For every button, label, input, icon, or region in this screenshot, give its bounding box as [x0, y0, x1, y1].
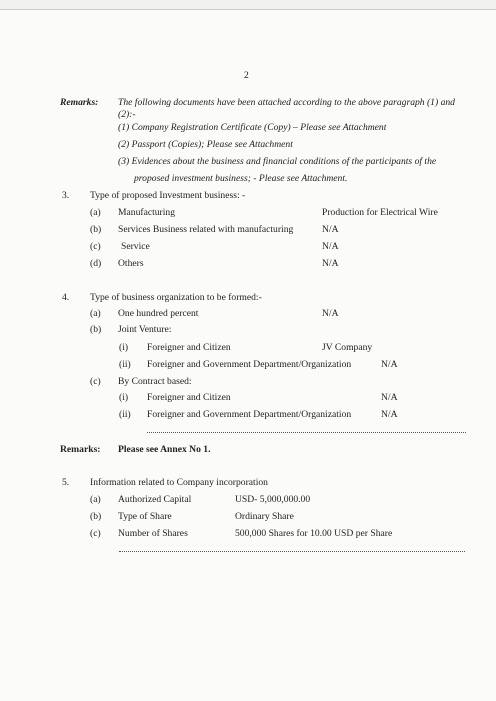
- section-5-dotted-line: [119, 551, 465, 552]
- section-5-row-a-letter: (a): [90, 494, 101, 505]
- remarks-text-line1: The following documents have been attached according to the above paragraph (1) and: [118, 97, 455, 108]
- section-5-row-a-label: Authorized Capital: [118, 494, 192, 505]
- remarks-item-1: (1) Company Registration Certificate (Copy) – Please see Attachment: [118, 122, 387, 133]
- section-3-title: Type of proposed Investment business: -: [90, 190, 246, 201]
- section-4-b-i-value: JV Company: [322, 342, 373, 353]
- section-3-row-a-value: Production for Electrical Wire: [322, 207, 438, 218]
- section-3-row-d-label: Others: [118, 258, 144, 269]
- section-4-row-b-letter: (b): [90, 324, 102, 335]
- section-4-row-a-value: N/A: [322, 308, 339, 319]
- remarks-label: Remarks:: [60, 97, 99, 108]
- section-4-c-ii-number: (ii): [119, 409, 131, 420]
- section-4-row-a-label: One hundred percent: [118, 308, 199, 319]
- section-3-row-c-value: N/A: [322, 241, 339, 252]
- remarks-2-text: Please see Annex No 1.: [118, 444, 211, 455]
- section-4-c-i-label: Foreigner and Citizen: [147, 392, 231, 403]
- section-3-row-d-letter: (d): [90, 258, 102, 269]
- section-4-b-i-label: Foreigner and Citizen: [147, 342, 231, 353]
- section-4-row-c-label: By Contract based:: [118, 376, 192, 387]
- section-3-row-a-letter: (a): [90, 207, 101, 218]
- section-5-number: 5.: [62, 477, 70, 488]
- remarks-item-3-line1: (3) Evidences about the business and financial conditions of the participants of the: [118, 156, 437, 167]
- section-4-number: 4.: [62, 292, 70, 303]
- section-5-row-c-letter: (c): [90, 528, 101, 539]
- section-4-row-c-letter: (c): [90, 376, 101, 387]
- section-3-row-d-value: N/A: [322, 258, 339, 269]
- section-4-c-i-number: (i): [119, 392, 129, 403]
- remarks-item-3-line2: proposed investment business; - Please see Attachment.: [134, 173, 348, 184]
- section-5-row-b-label: Type of Share: [118, 511, 172, 522]
- section-4-b-ii-label: Foreigner and Government Department/Organization: [147, 359, 352, 370]
- section-5-row-b-value: Ordinary Share: [235, 511, 294, 522]
- section-3-row-b-letter: (b): [90, 224, 102, 235]
- section-4-c-ii-value: N/A: [381, 409, 398, 420]
- section-4-row-b-label: Joint Venture:: [118, 324, 172, 335]
- page-number: 2: [244, 70, 249, 81]
- section-5-row-b-letter: (b): [90, 511, 102, 522]
- section-3-row-b-value: N/A: [322, 224, 339, 235]
- section-5-row-c-value: 500,000 Shares for 10.00 USD per Share: [235, 528, 393, 539]
- remarks-item-2: (2) Passport (Copies); Please see Attachment: [118, 139, 293, 150]
- section-4-c-i-value: N/A: [381, 392, 398, 403]
- section-4-row-a-letter: (a): [90, 308, 101, 319]
- section-5-row-c-label: Number of Shares: [118, 528, 188, 539]
- section-3-row-c-letter: (c): [90, 241, 101, 252]
- section-3-row-a-label: Manufacturing: [118, 207, 176, 218]
- section-4-b-ii-number: (ii): [119, 359, 131, 370]
- section-5-title: Information related to Company incorporation: [90, 477, 268, 488]
- remarks-2-label: Remarks:: [60, 444, 101, 455]
- section-3-row-c-label: Service: [121, 241, 150, 252]
- section-4-b-ii-value: N/A: [381, 359, 398, 370]
- section-4-dotted-line: [147, 432, 466, 433]
- remarks-text-line2: (2):-: [118, 109, 136, 120]
- page-top-edge: [0, 0, 496, 10]
- section-3-number: 3.: [62, 190, 70, 201]
- section-3-row-b-label: Services Business related with manufacturing: [118, 224, 294, 235]
- section-5-row-a-value: USD- 5,000,000.00: [235, 494, 311, 505]
- section-4-b-i-number: (i): [119, 342, 129, 353]
- section-4-c-ii-label: Foreigner and Government Department/Organization: [147, 409, 352, 420]
- section-4-title: Type of business organization to be formed:-: [90, 292, 262, 303]
